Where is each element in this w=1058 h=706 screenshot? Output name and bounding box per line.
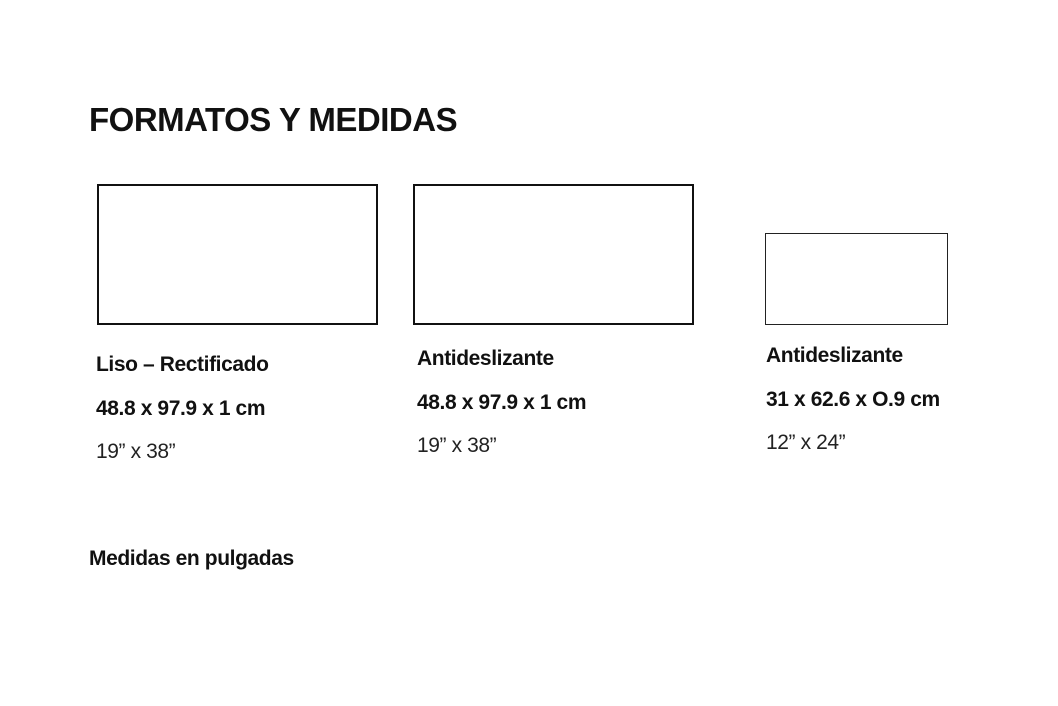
format-imperial-size: 19” x 38” [417, 434, 497, 457]
tile-format-preview-large [97, 184, 378, 325]
format-name: Antideslizante [417, 347, 554, 370]
format-name: Antideslizante [766, 344, 903, 367]
format-metric-size: 48.8 x 97.9 x 1 cm [417, 391, 587, 414]
format-spec-1 [96, 351, 269, 466]
page-title: FORMATOS Y MEDIDAS [89, 101, 458, 138]
tile-format-preview-large-antislip [413, 184, 694, 325]
format-imperial-size: 19” x 38” [96, 440, 176, 463]
format-spec-2 [417, 345, 586, 460]
format-spec-3 [766, 342, 940, 457]
format-metric-size: 48.8 x 97.9 x 1 cm [96, 397, 266, 420]
tile-format-preview-small-antislip [765, 233, 948, 325]
format-imperial-size: 12” x 24” [766, 431, 846, 454]
format-name: Liso – Rectificado [96, 353, 269, 376]
units-footnote: Medidas en pulgadas [89, 547, 294, 570]
format-metric-size: 31 x 62.6 x O.9 cm [766, 388, 940, 411]
